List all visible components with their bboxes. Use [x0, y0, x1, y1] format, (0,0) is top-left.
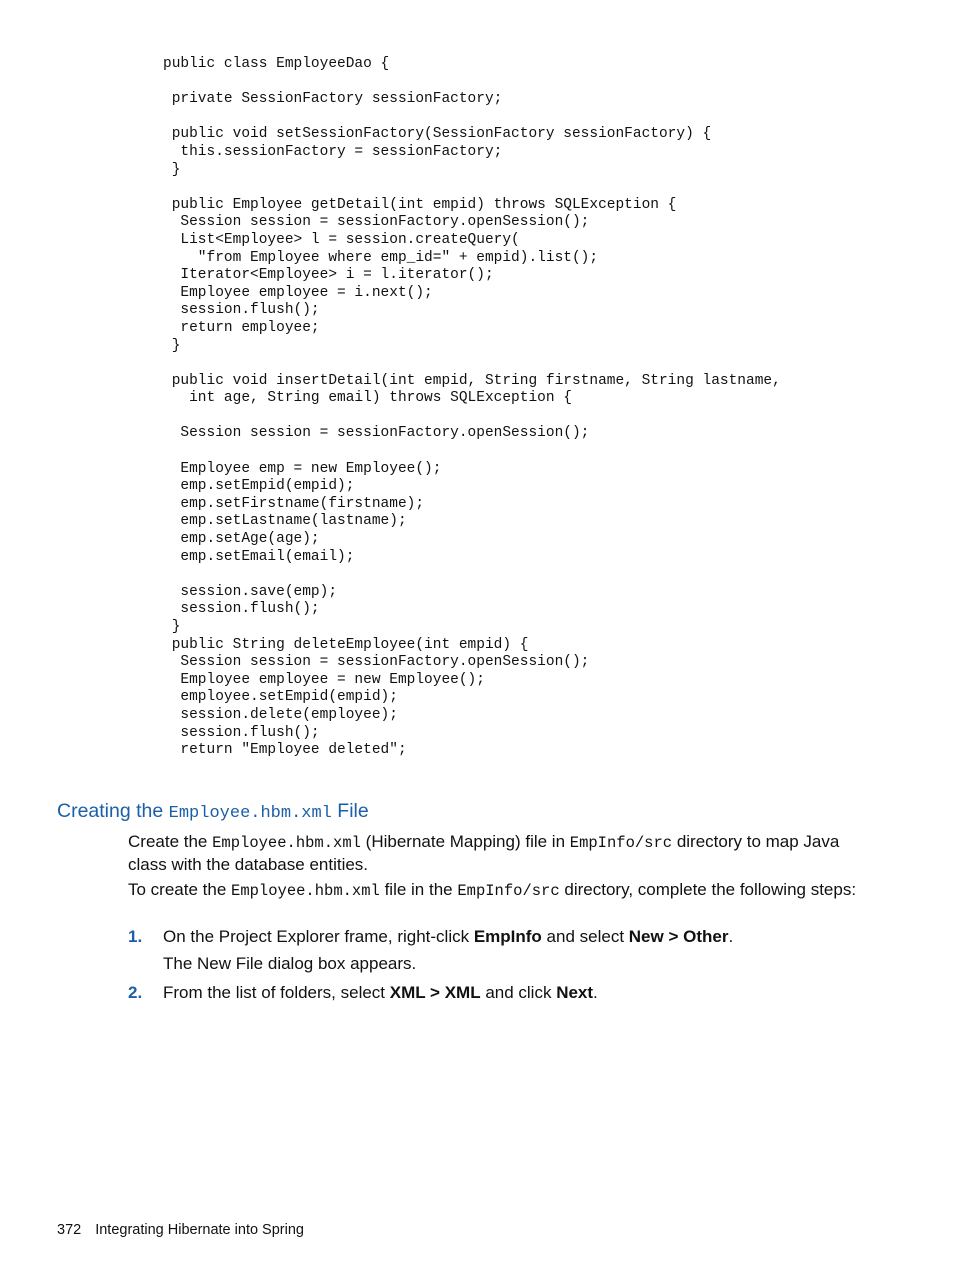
code-line: List<Employee> l = session.createQuery( [163, 231, 520, 248]
code-line: Employee emp = new Employee(); [163, 460, 442, 477]
code-listing [163, 56, 781, 760]
ui-term: New > Other [628, 927, 729, 946]
ui-term: Next [556, 983, 594, 1002]
text: and click [480, 983, 557, 1002]
code-line [163, 408, 781, 426]
code-line: Employee employee = new Employee(); [163, 671, 485, 688]
text: On the Project Explorer frame, right-click [163, 927, 474, 946]
code-line: emp.setLastname(lastname); [163, 513, 407, 530]
code-line: Session session = sessionFactory.openSession(); [163, 214, 590, 231]
code-line: int age, String email) throws SQLException { [163, 390, 572, 407]
heading-text: Creating the [57, 800, 169, 822]
filename-code: Employee.hbm.xml [212, 834, 361, 852]
text: directory to map Java class with the database entities. [128, 832, 840, 874]
code-line: public String deleteEmployee(int empid) { [163, 636, 529, 653]
section-heading [57, 800, 369, 823]
text: (Hibernate Mapping) file in [360, 832, 570, 851]
text: file in the [379, 880, 458, 899]
page-number: 372 [57, 1222, 82, 1238]
step-number: 2. [128, 983, 143, 1002]
code-line: session.flush(); [163, 724, 320, 741]
code-line: "from Employee where emp_id=" + empid).list(); [163, 249, 599, 266]
code-line: public class EmployeeDao { [163, 56, 390, 72]
code-line [163, 566, 781, 584]
code-line [163, 355, 781, 373]
code-line: session.flush(); [163, 302, 320, 319]
code-line: this.sessionFactory = sessionFactory; [163, 143, 503, 160]
directory-code: EmpInfo/src [457, 882, 560, 900]
code-line: public void insertDetail(int empid, String firstname, String lastname, [163, 372, 781, 389]
ui-term: EmpInfo [473, 927, 542, 946]
code-line: return "Employee deleted"; [163, 742, 407, 759]
paragraph-create-file [128, 831, 858, 875]
text: . [728, 927, 734, 946]
code-line: emp.setAge(age); [163, 531, 320, 548]
code-line: private SessionFactory sessionFactory; [163, 91, 503, 108]
code-line: session.flush(); [163, 601, 320, 618]
code-line [163, 74, 781, 92]
heading-filename: Employee.hbm.xml [168, 804, 332, 823]
filename-code: Employee.hbm.xml [231, 882, 380, 900]
code-line: Employee employee = i.next(); [163, 284, 433, 301]
step-number: 1. [128, 927, 143, 946]
paragraph-steps-intro [128, 879, 858, 902]
code-line: emp.setFirstname(firstname); [163, 495, 425, 512]
text: and select [541, 927, 629, 946]
code-line [163, 109, 781, 127]
code-line [163, 179, 781, 197]
code-line: } [163, 619, 181, 635]
code-line: Iterator<Employee> i = l.iterator(); [163, 267, 494, 284]
code-line: emp.setEmail(email); [163, 548, 355, 565]
code-line: public void setSessionFactory(SessionFactory sessionFactory) { [163, 126, 712, 143]
ui-term: XML > XML [389, 983, 481, 1002]
code-line: emp.setEmpid(empid); [163, 478, 355, 495]
code-line: public Employee getDetail(int empid) throws SQLException { [163, 196, 677, 213]
code-line: employee.setEmpid(empid); [163, 689, 398, 706]
heading-text-suffix: File [331, 800, 369, 822]
code-line: return employee; [163, 319, 320, 336]
step-1-note: The New File dialog box appears. [163, 954, 417, 973]
page-footer [57, 1222, 304, 1238]
code-line: Session session = sessionFactory.openSession(); [163, 425, 590, 442]
code-line: } [163, 161, 181, 178]
text: directory, complete the following steps: [559, 880, 857, 899]
code-line: Session session = sessionFactory.openSession(); [163, 654, 590, 671]
directory-code: EmpInfo/src [569, 834, 673, 852]
step-2 [128, 982, 598, 1003]
text: Create the [128, 832, 213, 851]
text: To create the [128, 880, 232, 899]
code-line: session.save(emp); [163, 583, 338, 600]
code-line: session.delete(employee); [163, 706, 398, 723]
text: . [593, 983, 598, 1002]
code-line: } [163, 337, 181, 354]
text: From the list of folders, select [163, 983, 390, 1002]
chapter-title: Integrating Hibernate into Spring [95, 1222, 304, 1238]
code-line [163, 443, 781, 461]
step-1 [128, 926, 733, 947]
